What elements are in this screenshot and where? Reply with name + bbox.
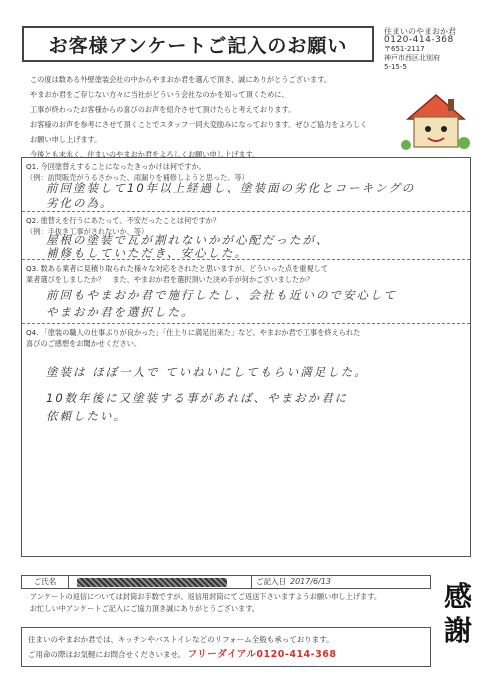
answer-line: 10数年後に又塗装する事があれば、やまおか君に <box>46 391 349 405</box>
company-name: 住まいのやまおか君 <box>384 27 456 36</box>
answer-line: 屋根の塗装で瓦が割れないかが心配だったが、 <box>46 233 330 247</box>
company-info <box>384 27 480 72</box>
question-example: （例：手抜き工事がされないか、等） <box>26 227 149 236</box>
answer-line: 前回塗装して10年以上経過し、塗装面の劣化とコーキングの <box>46 181 416 195</box>
answer-line: 依頼したい。 <box>46 409 127 423</box>
question-number: Q4. <box>26 328 39 337</box>
question-text-continued: 業者選びをしましたか？ また、やまおか君を選択頂いた決め手が何かございましたか？ <box>26 275 314 284</box>
question-1 <box>22 158 470 212</box>
question-text: 塗替えを行うにあたって、不安だったことは何ですか？ <box>40 216 221 225</box>
question-4 <box>22 324 470 556</box>
intro-line: 工事が終わったお客様からの喜びのお声を紹介させて頂けたらと考えております。 <box>30 105 296 114</box>
hotline-number: フリーダイアル0120-414-368 <box>187 649 337 660</box>
house-mascot-illustration <box>400 85 472 155</box>
answer-line: 塗装は ほぼ一人で ていねいにしてもらい満足した。 <box>46 365 368 379</box>
page-title-text: お客様アンケートご記入のお願い <box>48 34 348 57</box>
note-line: アンケートの返信については封筒お手数ですが、返信用封筒にてご返送下さいますようお願い申し上げます。 <box>30 592 382 601</box>
question-example: （例：訪問販売がうるさかった、雨漏りを補修しようと思った、等） <box>26 173 249 182</box>
kansha-char-2: 謝 <box>443 614 472 647</box>
date-value: 2017/6/13 <box>290 577 332 586</box>
question-text: 「塗装の職人の仕事ぶりが良かった」「仕上りに満足出来た」など、やまおか君で工事を終えられた <box>40 328 361 337</box>
question-number: Q3. <box>26 264 39 273</box>
answer-line: 補修もしていただき、安心した。 <box>46 246 249 260</box>
question-text: 今回塗替えすることになったきっかけは何ですか。 <box>40 162 206 171</box>
question-3 <box>22 260 470 324</box>
name-label: ご氏名 <box>22 576 69 588</box>
intro-text <box>30 72 370 162</box>
question-text: 数ある業者に見積り取られた様々な対応をされたと思いますが、どういった点を重視して <box>40 264 329 273</box>
question-2 <box>22 212 470 260</box>
note-line: お忙しい中アンケートご記入にご協力頂き誠にありがとうございます。 <box>30 604 259 613</box>
company-zip: 〒651-2117 <box>384 45 425 53</box>
redacted-name <box>77 578 227 587</box>
footer-line-2: ご用命の際はお気軽にお問合せくださいませ。 <box>28 650 186 659</box>
customer-name-row <box>21 575 431 589</box>
date-label: ご記入日 <box>251 576 286 588</box>
answer-line: 劣化の為。 <box>46 196 114 210</box>
intro-line: やまおか君をご存じない方々に当社がどういう会社なのかを知って頂くために、 <box>30 90 289 99</box>
kansha-signature <box>438 580 478 648</box>
answer-line: 前回もやまおか君で施行したし、会社も近いので安心して <box>46 288 397 302</box>
page-title <box>22 26 374 62</box>
footer-box <box>21 627 431 667</box>
company-address-2: 5-15-5 <box>384 63 407 71</box>
company-address-1: 神戸市西区北別府 <box>384 54 440 62</box>
question-number: Q2. <box>26 216 39 225</box>
intro-line: 今後とも末永く、住まいのやまおか君をよろしくお願い申し上げます。 <box>30 150 260 159</box>
return-notes <box>30 591 381 615</box>
intro-line: お客様のお声を参考にさせて頂くことでスタッフ一同大変励みになっております。ぜひご協力をよろしくお願い申し上げます。 <box>30 120 368 144</box>
answer-line: やまおか君を選択した。 <box>46 305 195 319</box>
kansha-char-1: 感 <box>443 580 472 613</box>
question-text-continued: 喜びのご感想をお聞かせください。 <box>26 339 142 348</box>
company-tel: 0120-414-368 <box>384 35 454 45</box>
question-number: Q1. <box>26 162 39 171</box>
survey-box <box>21 157 471 557</box>
footer-line-1: 住まいのやまおか君では、キッチンやバストイレなどのリフォーム全般も承っております。 <box>28 635 334 644</box>
intro-line: この度は数ある外壁塗装会社の中からやまおか君を選んで頂き、誠にありがとうございます。 <box>30 75 332 84</box>
